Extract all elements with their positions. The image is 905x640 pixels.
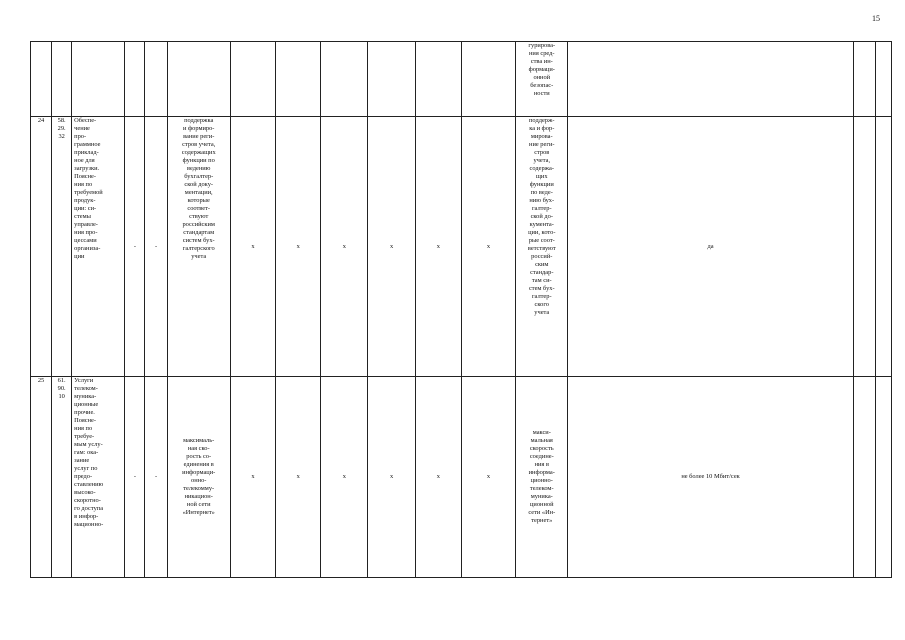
cell-mark: [368, 42, 415, 117]
cell-requirement: гурирова- ния сред- ства ин- формаци- онной безопас- ности: [516, 42, 568, 117]
cell-characteristic: поддержка и формиро- вание реги- стров учета, содержащих функции по ведению бухгалтер- ской доку- ментации, которые соответ- ствуют российским стандартам систем бух- галтерского учета: [167, 117, 230, 377]
cell-dash: -: [145, 377, 167, 578]
cell-requirement: поддерж- ка и фор- мирова- ние реги- стров учета, содержа- щих функции по веде- нию бух- галтер- ской до- кумента- ции, кото- рые соот- ветствуют россий- ским стандар- там си- стем бух- галтер- ского учета: [516, 117, 568, 377]
cell-mark: x: [321, 117, 368, 377]
cell-extra: [875, 377, 891, 578]
cell-dash: -: [125, 117, 145, 377]
cell-num: 25: [31, 377, 52, 578]
cell-extra: [853, 117, 875, 377]
cell-mark: [276, 42, 321, 117]
cell-dash: [145, 42, 167, 117]
cell-characteristic: [167, 42, 230, 117]
cell-mark: x: [276, 117, 321, 377]
cell-characteristic: максималь- ная ско- рость со- единения в информаци- онно- телекомму- никацион- ной сети «Интернет»: [167, 377, 230, 578]
cell-name: Услуги телеком- муника- ционные прочие. Поясне- ния по требуе- мым услу- гам: ока- зание услуг по предо- ставлению высоко- скоротно- го доступа в инфор- мационно-: [72, 377, 125, 578]
cell-num: [31, 42, 52, 117]
cell-extra: [853, 42, 875, 117]
cell-mark: x: [321, 377, 368, 578]
cell-mark: x: [368, 117, 415, 377]
cell-mark: x: [415, 377, 461, 578]
cell-mark: x: [368, 377, 415, 578]
cell-num: 24: [31, 117, 52, 377]
cell-dash: -: [125, 377, 145, 578]
cell-code: 61. 90. 10: [52, 377, 72, 578]
cell-dash: -: [145, 117, 167, 377]
cell-mark: x: [461, 377, 515, 578]
cell-extra: [875, 117, 891, 377]
cell-extra: [853, 377, 875, 578]
cell-mark: [461, 42, 515, 117]
cell-mark: x: [276, 377, 321, 578]
table-row: [31, 117, 892, 377]
cell-value: [568, 42, 853, 117]
cell-name: [72, 42, 125, 117]
cell-mark: [321, 42, 368, 117]
cell-mark: x: [415, 117, 461, 377]
cell-mark: x: [230, 377, 275, 578]
cell-name: Обеспе- чение про- граммное приклад- ное для загрузки. Поясне- ния по требуемой продук- ции: си- стемы управле- ния про- цессами организа- ции: [72, 117, 125, 377]
page-number: 15: [872, 14, 880, 23]
cell-extra: [875, 42, 891, 117]
cell-code: [52, 42, 72, 117]
table-row: [31, 377, 892, 578]
cell-dash: [125, 42, 145, 117]
procurement-requirements-table: [30, 41, 892, 578]
cell-mark: x: [461, 117, 515, 377]
cell-code: 58. 29. 32: [52, 117, 72, 377]
cell-mark: [230, 42, 275, 117]
cell-mark: x: [230, 117, 275, 377]
table-row-continuation: [31, 42, 892, 117]
cell-value: не более 10 Мбит/сек: [568, 377, 853, 578]
cell-mark: [415, 42, 461, 117]
cell-requirement: макси- мальная скорость соедине- ния в информа- ционно- телеком- муника- ционной сети «Ин- тернет»: [516, 377, 568, 578]
cell-value: да: [568, 117, 853, 377]
